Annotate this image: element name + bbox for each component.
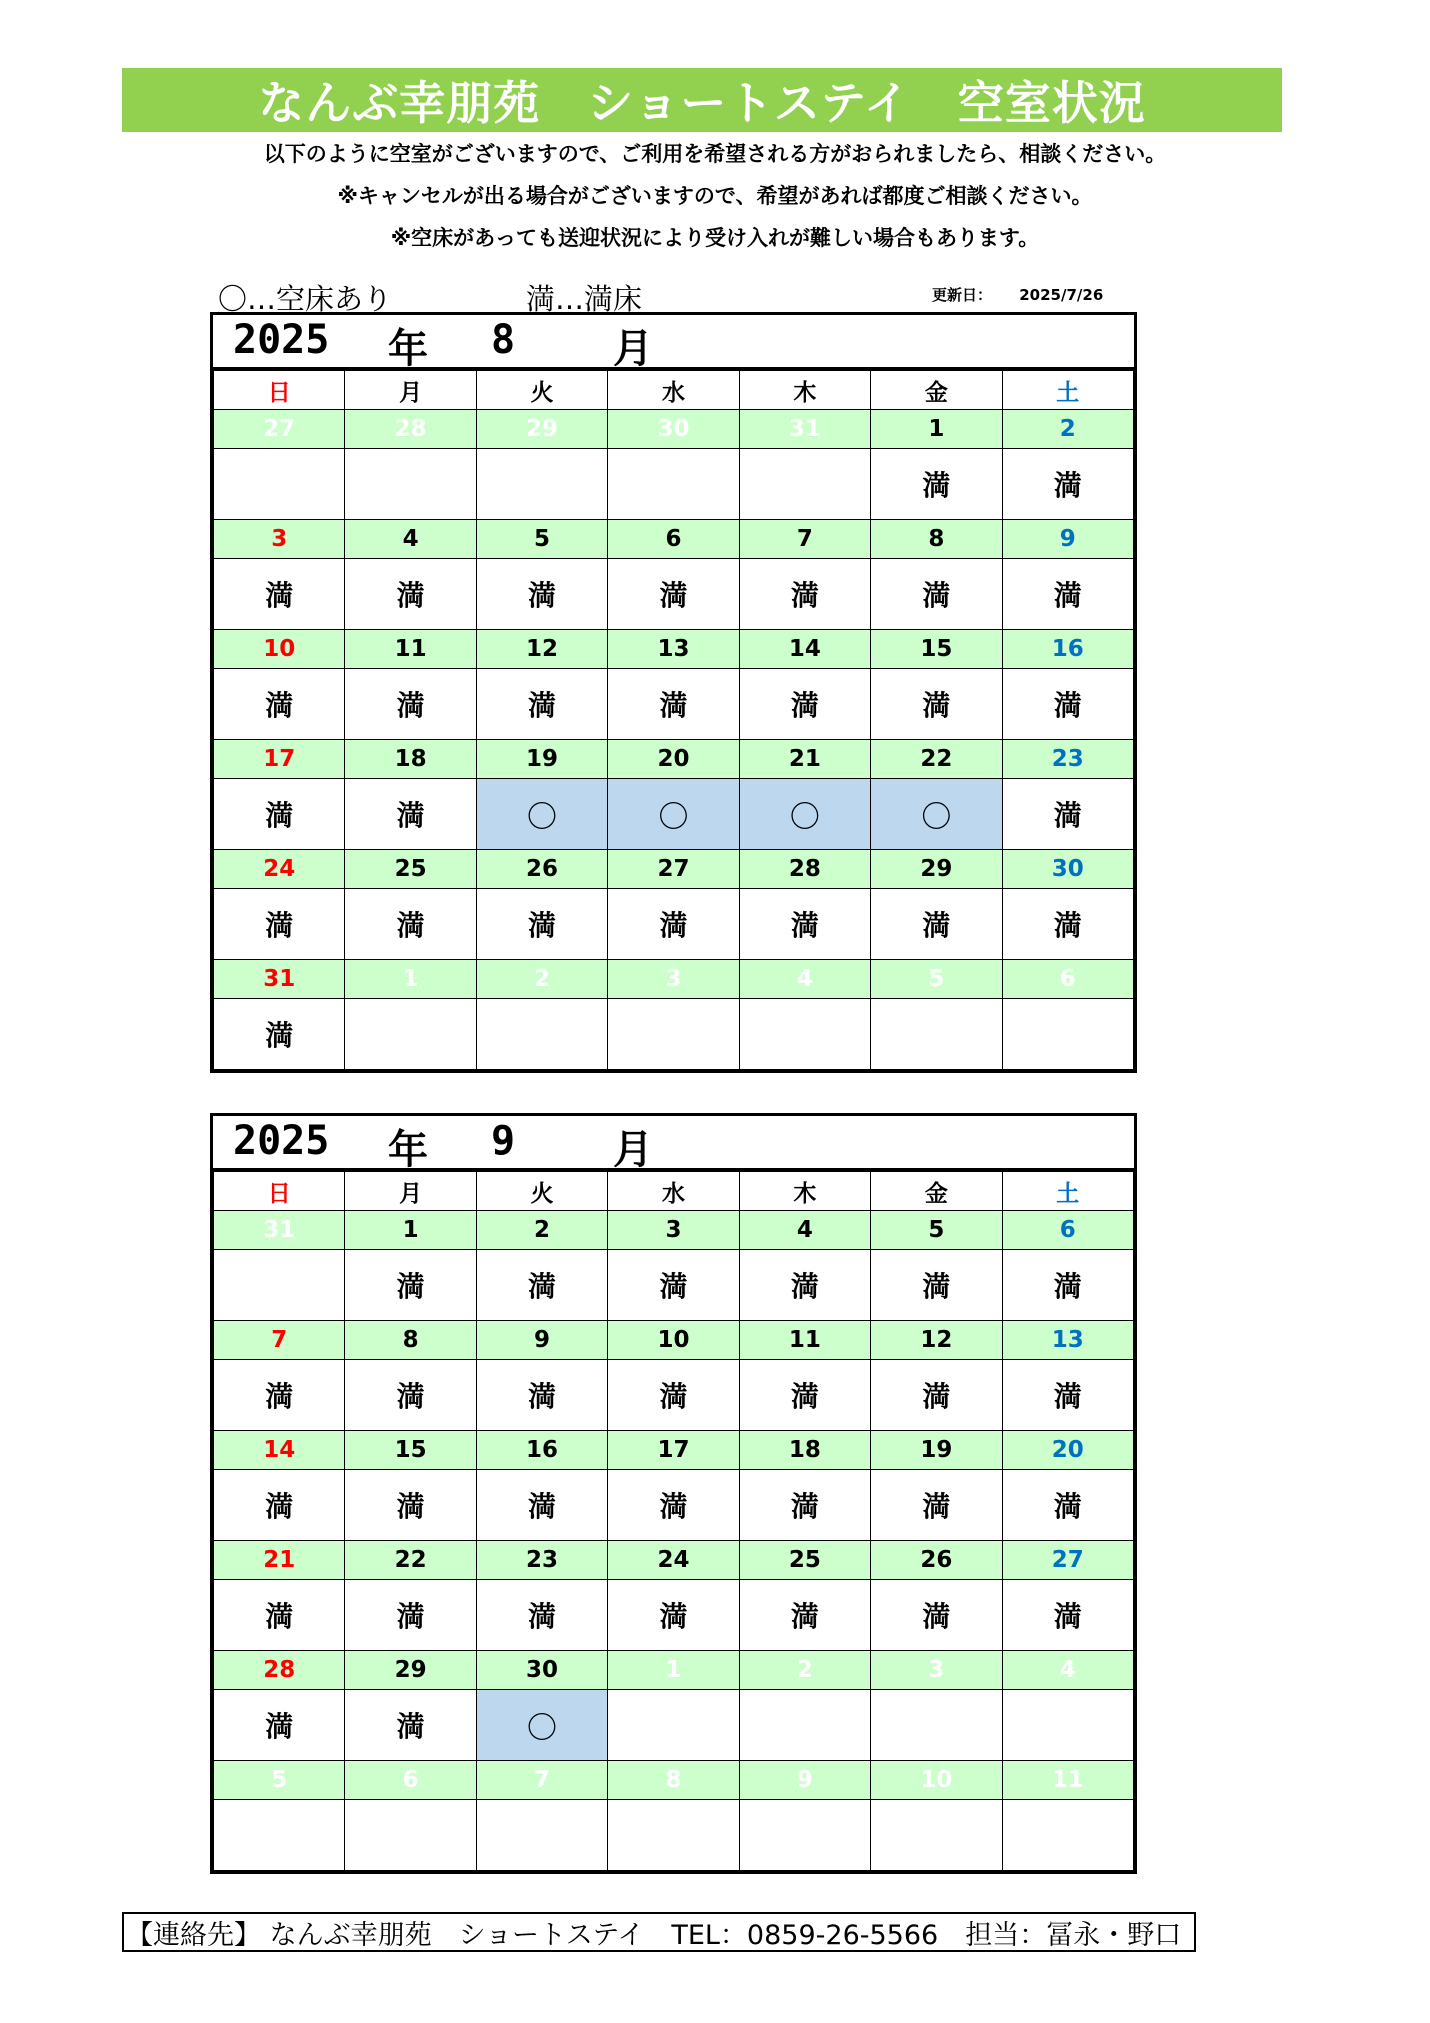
status-cell: 満 bbox=[608, 669, 739, 740]
status-cell: 満 bbox=[1002, 669, 1133, 740]
date-cell: 29 bbox=[345, 1651, 476, 1690]
date-row bbox=[214, 1651, 1134, 1690]
status-cell bbox=[608, 449, 739, 520]
date-cell: 3 bbox=[608, 1211, 739, 1250]
weekday-header: 日 bbox=[214, 371, 345, 410]
date-cell: 6 bbox=[608, 520, 739, 559]
date-cell: 30 bbox=[476, 1651, 607, 1690]
status-available: 〇 bbox=[476, 779, 607, 850]
date-cell: 12 bbox=[476, 630, 607, 669]
status-cell: 満 bbox=[1002, 889, 1133, 960]
status-cell bbox=[739, 449, 870, 520]
status-cell: 満 bbox=[1002, 1360, 1133, 1431]
date-cell: 14 bbox=[214, 1431, 345, 1470]
status-cell bbox=[871, 999, 1002, 1070]
status-cell bbox=[871, 1800, 1002, 1871]
status-row bbox=[214, 449, 1134, 520]
date-row bbox=[214, 1321, 1134, 1360]
status-row bbox=[214, 1470, 1134, 1541]
date-cell: 22 bbox=[345, 1541, 476, 1580]
notice-line-2: ※キャンセルが出る場合がございますので、希望があれば都度ご相談ください。 bbox=[337, 184, 1093, 208]
status-cell bbox=[214, 1250, 345, 1321]
date-cell: 4 bbox=[1002, 1651, 1133, 1690]
weekday-header: 水 bbox=[608, 371, 739, 410]
weekday-header-row bbox=[214, 1172, 1134, 1211]
notice-line-1: 以下のように空室がございますので、ご利用を希望される方がおられましたら、相談ください。 bbox=[263, 142, 1167, 166]
date-cell: 15 bbox=[871, 630, 1002, 669]
date-cell: 18 bbox=[345, 740, 476, 779]
date-cell: 24 bbox=[214, 850, 345, 889]
date-cell: 4 bbox=[739, 1211, 870, 1250]
status-cell: 満 bbox=[871, 1250, 1002, 1321]
calendar-year: 2025 bbox=[233, 1118, 330, 1164]
date-cell: 14 bbox=[739, 630, 870, 669]
status-cell: 満 bbox=[1002, 779, 1133, 850]
status-cell: 満 bbox=[1002, 559, 1133, 630]
date-cell: 2 bbox=[739, 1651, 870, 1690]
date-cell: 28 bbox=[214, 1651, 345, 1690]
date-cell: 28 bbox=[739, 850, 870, 889]
date-row bbox=[214, 1761, 1134, 1800]
status-cell: 満 bbox=[608, 559, 739, 630]
calendar-month-unit: 月 bbox=[613, 1127, 653, 1173]
status-cell: 満 bbox=[345, 1250, 476, 1321]
date-cell: 27 bbox=[608, 850, 739, 889]
calendar-month-unit: 月 bbox=[613, 326, 653, 372]
date-cell: 30 bbox=[1002, 850, 1133, 889]
weekday-header: 金 bbox=[871, 1172, 1002, 1211]
updated-info bbox=[932, 284, 1103, 305]
date-cell: 7 bbox=[214, 1321, 345, 1360]
date-row bbox=[214, 850, 1134, 889]
weekday-header: 土 bbox=[1002, 371, 1133, 410]
date-cell: 25 bbox=[345, 850, 476, 889]
date-cell: 11 bbox=[1002, 1761, 1133, 1800]
date-cell: 17 bbox=[214, 740, 345, 779]
date-cell: 9 bbox=[1002, 520, 1133, 559]
legend-full: 満…満床 bbox=[526, 282, 643, 316]
status-row bbox=[214, 889, 1134, 960]
status-cell bbox=[739, 1800, 870, 1871]
date-cell: 4 bbox=[345, 520, 476, 559]
status-available: 〇 bbox=[871, 779, 1002, 850]
calendar-title bbox=[213, 315, 1134, 370]
calendar-september bbox=[210, 1113, 1137, 1874]
status-cell: 満 bbox=[476, 559, 607, 630]
status-available: 〇 bbox=[608, 779, 739, 850]
status-cell bbox=[1002, 999, 1133, 1070]
date-cell: 26 bbox=[476, 850, 607, 889]
status-cell: 満 bbox=[214, 889, 345, 960]
date-cell: 9 bbox=[739, 1761, 870, 1800]
date-cell: 5 bbox=[476, 520, 607, 559]
date-cell: 1 bbox=[345, 1211, 476, 1250]
calendar-title bbox=[213, 1116, 1134, 1171]
date-cell: 20 bbox=[1002, 1431, 1133, 1470]
status-cell: 満 bbox=[476, 889, 607, 960]
date-cell: 8 bbox=[608, 1761, 739, 1800]
date-cell: 8 bbox=[345, 1321, 476, 1360]
status-cell: 満 bbox=[345, 1470, 476, 1541]
date-cell: 24 bbox=[608, 1541, 739, 1580]
weekday-header: 月 bbox=[345, 371, 476, 410]
status-cell: 満 bbox=[345, 889, 476, 960]
status-available: 〇 bbox=[739, 779, 870, 850]
status-cell bbox=[476, 1800, 607, 1871]
date-cell: 3 bbox=[871, 1651, 1002, 1690]
status-cell: 満 bbox=[214, 779, 345, 850]
date-cell: 17 bbox=[608, 1431, 739, 1470]
status-cell: 満 bbox=[1002, 1470, 1133, 1541]
status-cell: 満 bbox=[476, 1580, 607, 1651]
status-row bbox=[214, 669, 1134, 740]
calendar-month: 8 bbox=[491, 317, 516, 363]
status-row bbox=[214, 1580, 1134, 1651]
date-cell: 5 bbox=[871, 960, 1002, 999]
status-cell: 満 bbox=[871, 1360, 1002, 1431]
date-cell: 7 bbox=[476, 1761, 607, 1800]
status-cell: 満 bbox=[739, 1360, 870, 1431]
weekday-header: 土 bbox=[1002, 1172, 1133, 1211]
status-cell: 満 bbox=[739, 889, 870, 960]
date-cell: 7 bbox=[739, 520, 870, 559]
date-cell: 10 bbox=[871, 1761, 1002, 1800]
status-row bbox=[214, 1800, 1134, 1871]
date-cell: 31 bbox=[214, 960, 345, 999]
date-cell: 6 bbox=[345, 1761, 476, 1800]
status-cell: 満 bbox=[739, 1470, 870, 1541]
status-cell bbox=[608, 999, 739, 1070]
status-cell: 満 bbox=[739, 1580, 870, 1651]
date-cell: 15 bbox=[345, 1431, 476, 1470]
date-cell: 26 bbox=[871, 1541, 1002, 1580]
date-cell: 21 bbox=[214, 1541, 345, 1580]
date-cell: 29 bbox=[871, 850, 1002, 889]
status-cell: 満 bbox=[1002, 449, 1133, 520]
updated-label: 更新日： bbox=[932, 286, 993, 304]
status-cell bbox=[608, 1800, 739, 1871]
status-cell: 満 bbox=[476, 669, 607, 740]
calendar-month: 9 bbox=[491, 1118, 516, 1164]
status-available: 〇 bbox=[476, 1690, 607, 1761]
status-cell bbox=[345, 449, 476, 520]
date-cell: 16 bbox=[1002, 630, 1133, 669]
date-cell: 11 bbox=[739, 1321, 870, 1360]
status-cell: 満 bbox=[739, 669, 870, 740]
date-cell: 20 bbox=[608, 740, 739, 779]
date-cell: 1 bbox=[608, 1651, 739, 1690]
date-cell: 16 bbox=[476, 1431, 607, 1470]
status-cell: 満 bbox=[345, 1580, 476, 1651]
date-cell: 10 bbox=[608, 1321, 739, 1360]
date-cell: 30 bbox=[608, 410, 739, 449]
status-cell bbox=[345, 1800, 476, 1871]
status-cell: 満 bbox=[871, 1470, 1002, 1541]
status-cell bbox=[871, 1690, 1002, 1761]
weekday-header: 木 bbox=[739, 371, 870, 410]
status-cell: 満 bbox=[214, 1580, 345, 1651]
status-cell: 満 bbox=[608, 1470, 739, 1541]
status-cell: 満 bbox=[476, 1250, 607, 1321]
weekday-header-row bbox=[214, 371, 1134, 410]
status-cell: 満 bbox=[1002, 1250, 1133, 1321]
status-cell: 満 bbox=[345, 1360, 476, 1431]
status-cell bbox=[1002, 1800, 1133, 1871]
date-cell: 12 bbox=[871, 1321, 1002, 1360]
date-cell: 27 bbox=[214, 410, 345, 449]
status-cell: 満 bbox=[476, 1470, 607, 1541]
date-cell: 1 bbox=[345, 960, 476, 999]
date-cell: 4 bbox=[739, 960, 870, 999]
weekday-header: 日 bbox=[214, 1172, 345, 1211]
status-cell: 満 bbox=[345, 779, 476, 850]
status-cell: 満 bbox=[608, 889, 739, 960]
status-cell: 満 bbox=[871, 559, 1002, 630]
calendar-year-unit: 年 bbox=[388, 1127, 428, 1173]
calendar-grid bbox=[213, 1171, 1134, 1871]
date-cell: 6 bbox=[1002, 960, 1133, 999]
weekday-header: 月 bbox=[345, 1172, 476, 1211]
date-cell: 19 bbox=[871, 1431, 1002, 1470]
date-cell: 9 bbox=[476, 1321, 607, 1360]
status-cell bbox=[476, 999, 607, 1070]
status-row bbox=[214, 1360, 1134, 1431]
date-cell: 13 bbox=[608, 630, 739, 669]
updated-date: 2025/7/26 bbox=[1019, 286, 1104, 304]
status-cell: 満 bbox=[345, 559, 476, 630]
date-cell: 10 bbox=[214, 630, 345, 669]
status-cell: 満 bbox=[345, 1690, 476, 1761]
date-cell: 19 bbox=[476, 740, 607, 779]
status-cell: 満 bbox=[739, 559, 870, 630]
date-row bbox=[214, 1541, 1134, 1580]
date-row bbox=[214, 630, 1134, 669]
date-cell: 2 bbox=[1002, 410, 1133, 449]
date-cell: 13 bbox=[1002, 1321, 1133, 1360]
date-cell: 8 bbox=[871, 520, 1002, 559]
date-cell: 23 bbox=[1002, 740, 1133, 779]
status-cell bbox=[214, 449, 345, 520]
date-cell: 6 bbox=[1002, 1211, 1133, 1250]
weekday-header: 水 bbox=[608, 1172, 739, 1211]
date-cell: 2 bbox=[476, 1211, 607, 1250]
status-cell: 満 bbox=[739, 1250, 870, 1321]
calendar-grid bbox=[213, 370, 1134, 1070]
status-cell: 満 bbox=[214, 1360, 345, 1431]
status-cell bbox=[608, 1690, 739, 1761]
date-cell: 28 bbox=[345, 410, 476, 449]
date-cell: 29 bbox=[476, 410, 607, 449]
weekday-header: 木 bbox=[739, 1172, 870, 1211]
date-cell: 31 bbox=[214, 1211, 345, 1250]
status-cell: 満 bbox=[214, 669, 345, 740]
status-cell: 満 bbox=[476, 1360, 607, 1431]
status-cell: 満 bbox=[345, 669, 476, 740]
status-cell: 満 bbox=[871, 449, 1002, 520]
contact-footer: 【連絡先】 なんぶ幸朋苑 ショートステイ TEL：0859-26-5566 担当：冨永・野口 bbox=[122, 1912, 1196, 1952]
status-cell: 満 bbox=[871, 669, 1002, 740]
date-cell: 3 bbox=[608, 960, 739, 999]
status-cell bbox=[739, 1690, 870, 1761]
status-row bbox=[214, 1250, 1134, 1321]
status-cell bbox=[1002, 1690, 1133, 1761]
date-row bbox=[214, 1431, 1134, 1470]
status-cell: 満 bbox=[871, 889, 1002, 960]
status-cell: 満 bbox=[608, 1250, 739, 1321]
status-row bbox=[214, 559, 1134, 630]
date-cell: 25 bbox=[739, 1541, 870, 1580]
weekday-header: 火 bbox=[476, 371, 607, 410]
page-title: なんぶ幸朋苑 ショートステイ 空室状況 bbox=[122, 68, 1282, 132]
status-cell: 満 bbox=[871, 1580, 1002, 1651]
status-cell: 満 bbox=[214, 559, 345, 630]
status-row bbox=[214, 779, 1134, 850]
date-cell: 1 bbox=[871, 410, 1002, 449]
date-row bbox=[214, 520, 1134, 559]
status-row bbox=[214, 999, 1134, 1070]
status-cell bbox=[739, 999, 870, 1070]
notice-line-3: ※空床があっても送迎状況により受け入れが難しい場合もあります。 bbox=[390, 226, 1040, 250]
status-cell: 満 bbox=[214, 999, 345, 1070]
date-cell: 5 bbox=[214, 1761, 345, 1800]
date-row bbox=[214, 1211, 1134, 1250]
date-row bbox=[214, 410, 1134, 449]
weekday-header: 金 bbox=[871, 371, 1002, 410]
status-cell: 満 bbox=[608, 1580, 739, 1651]
date-cell: 3 bbox=[214, 520, 345, 559]
status-cell bbox=[476, 449, 607, 520]
calendar-august bbox=[210, 312, 1137, 1073]
date-cell: 11 bbox=[345, 630, 476, 669]
date-cell: 5 bbox=[871, 1211, 1002, 1250]
date-cell: 31 bbox=[739, 410, 870, 449]
date-cell: 22 bbox=[871, 740, 1002, 779]
status-cell: 満 bbox=[214, 1470, 345, 1541]
date-cell: 18 bbox=[739, 1431, 870, 1470]
status-cell: 満 bbox=[608, 1360, 739, 1431]
date-cell: 21 bbox=[739, 740, 870, 779]
date-row bbox=[214, 740, 1134, 779]
status-cell bbox=[345, 999, 476, 1070]
status-row bbox=[214, 1690, 1134, 1761]
calendar-year: 2025 bbox=[233, 317, 330, 363]
date-cell: 23 bbox=[476, 1541, 607, 1580]
weekday-header: 火 bbox=[476, 1172, 607, 1211]
status-cell bbox=[214, 1800, 345, 1871]
date-cell: 2 bbox=[476, 960, 607, 999]
status-cell: 満 bbox=[214, 1690, 345, 1761]
calendar-year-unit: 年 bbox=[388, 326, 428, 372]
status-cell: 満 bbox=[1002, 1580, 1133, 1651]
date-cell: 27 bbox=[1002, 1541, 1133, 1580]
date-row bbox=[214, 960, 1134, 999]
legend-available: 〇…空床あり bbox=[218, 282, 393, 316]
